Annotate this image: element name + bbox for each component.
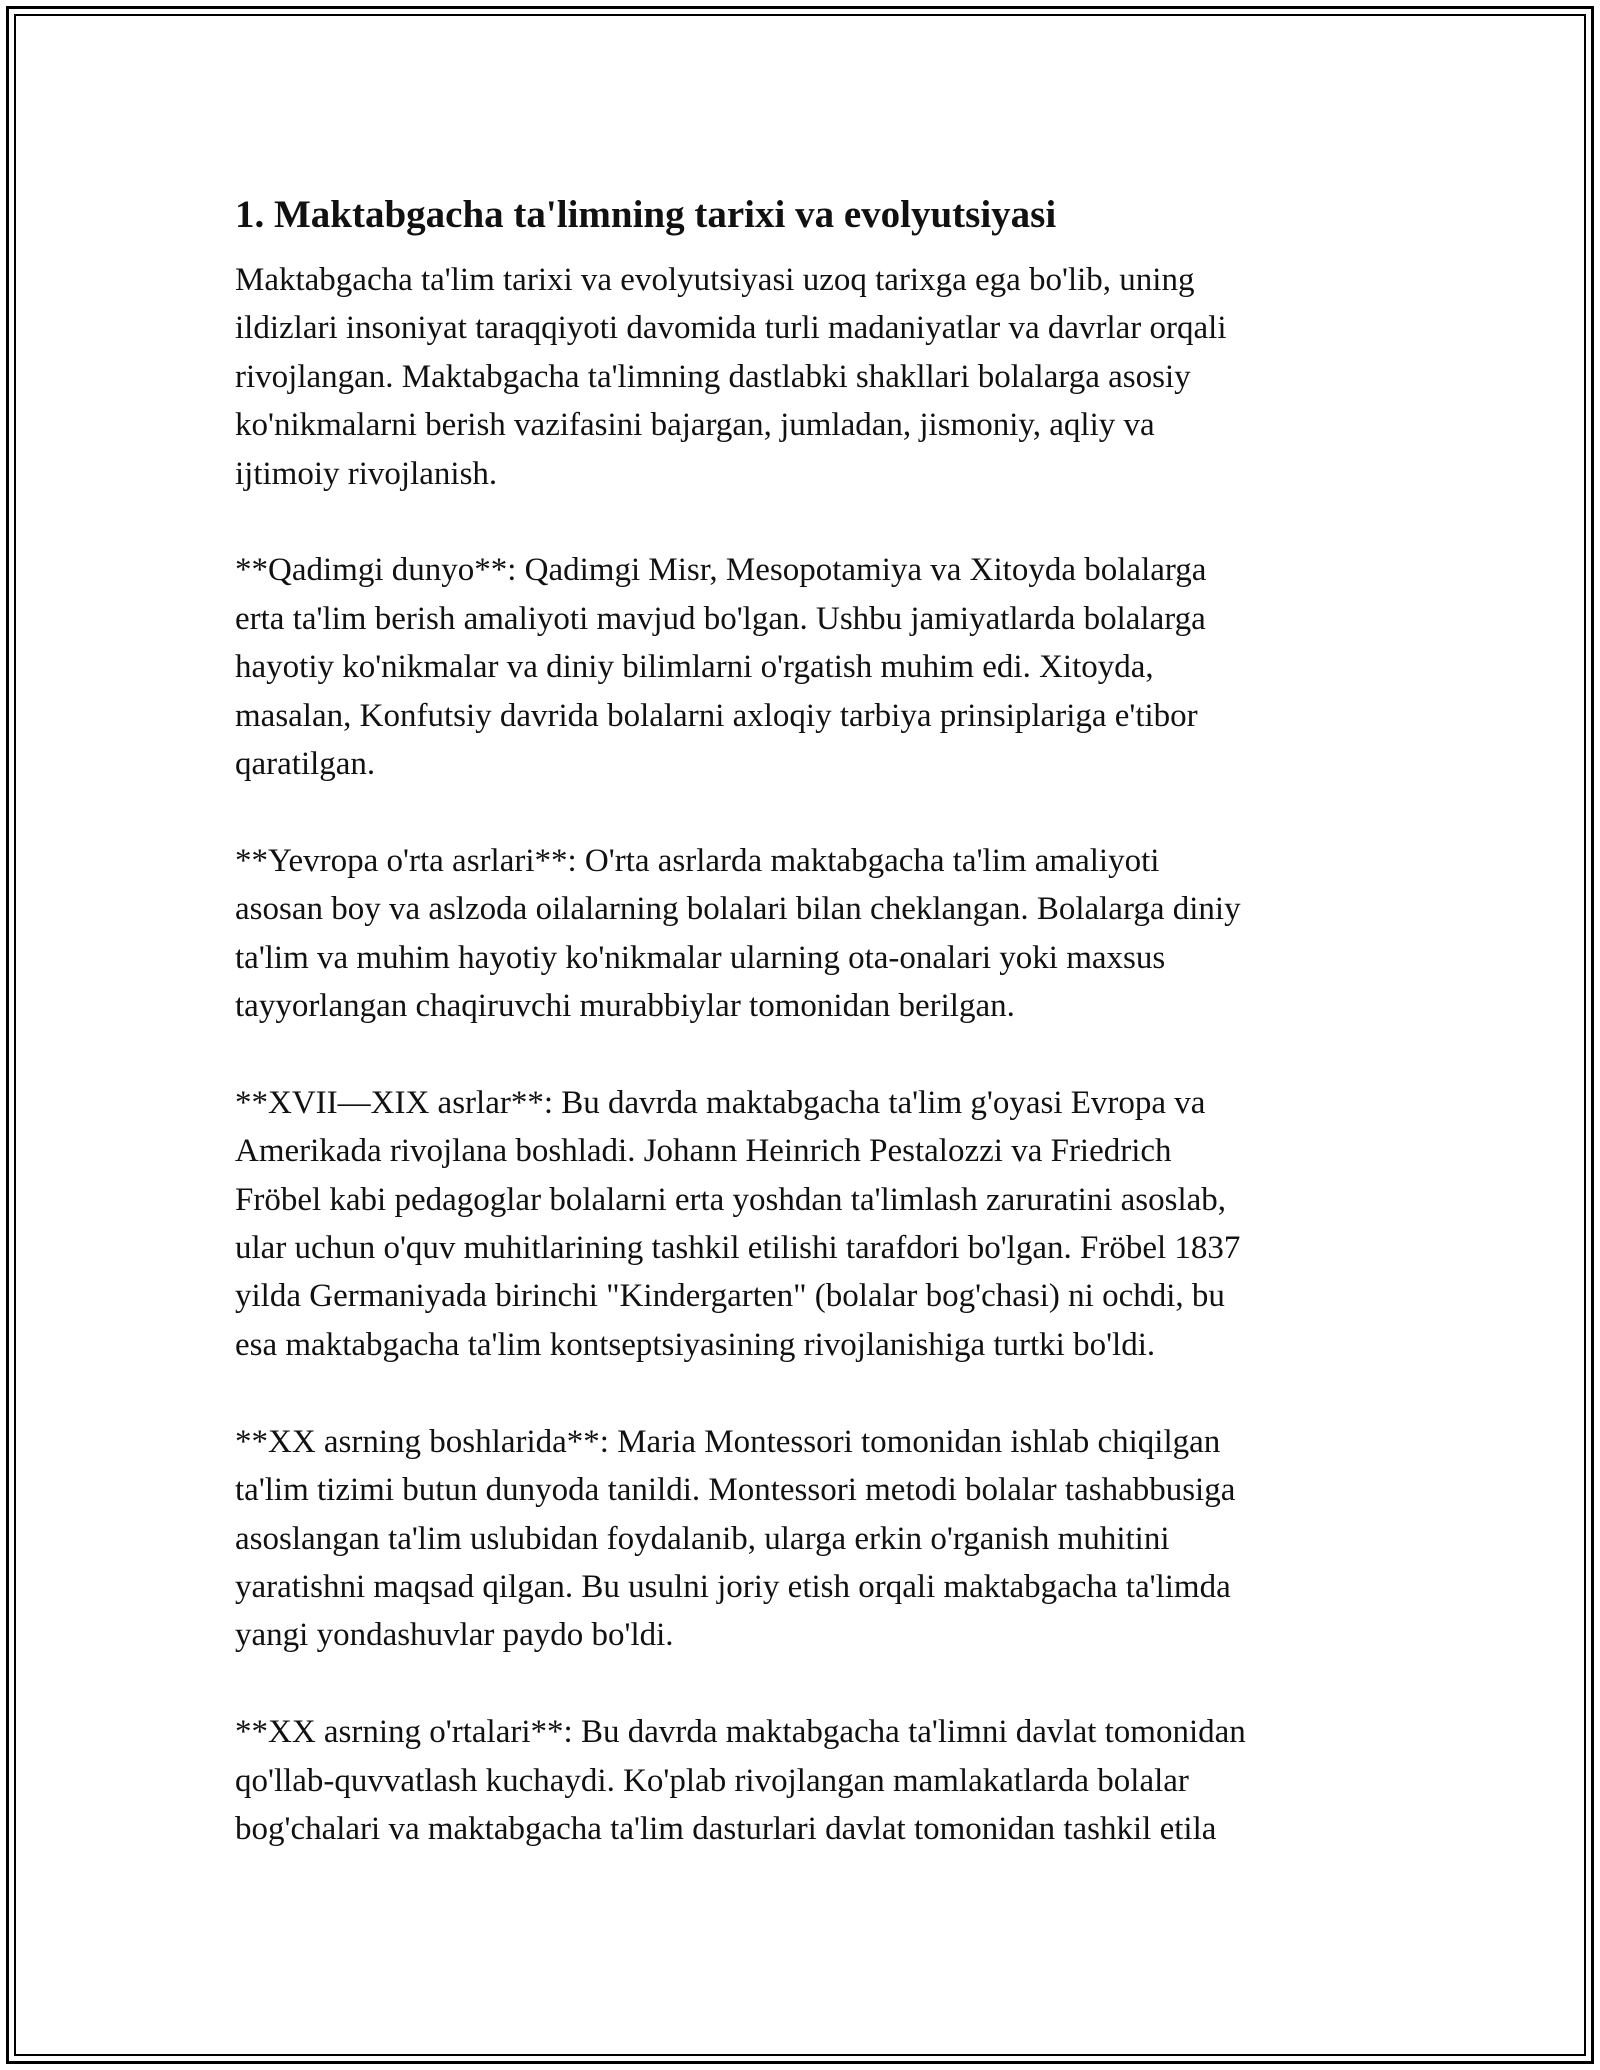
paragraph-line: tayyorlangan chaqiruvchi murabbiylar tomonidan berilgan. (235, 988, 1015, 1025)
paragraph-line: **XX asrning o'rtalari**: Bu davrda maktabgacha ta'limni davlat tomonidan (235, 1714, 1246, 1751)
paragraph-line: Fröbel kabi pedagoglar bolalarni erta yoshdan ta'limlash zaruratini asoslab, (235, 1181, 1227, 1218)
paragraph-line: yangi yondashuvlar paydo bo'ldi. (235, 1617, 674, 1654)
paragraph-line: ko'nikmalarni berish vazifasini bajargan, jumladan, jismoniy, aqliy va (235, 407, 1155, 444)
paragraph (235, 1418, 1385, 1660)
paragraph-line: masalan, Konfutsiy davrida bolalarni axloqiy tarbiya prinsiplariga e'tibor (235, 697, 1198, 734)
paragraph (235, 1708, 1385, 1853)
paragraph-line: asoslangan ta'lim uslubidan foydalanib, ularga erkin o'rganish muhitini (235, 1520, 1170, 1557)
paragraph-line: ta'lim va muhim hayotiy ko'nikmalar ularning ota-onalari yoki maxsus (235, 939, 1166, 976)
paragraph-line: Maktabgacha ta'lim tarixi va evolyutsiyasi uzoq tarixga ega bo'lib, uning (235, 262, 1195, 298)
paragraph-line: Amerikada rivojlana boshladi. Johann Heinrich Pestalozzi va Friedrich (235, 1133, 1172, 1170)
document-body (235, 187, 1385, 1902)
section-heading: 1. Maktabgacha ta'limning tarixi va evolyutsiyasi (235, 193, 1057, 236)
paragraph-line: ijtimoiy rivojlanish. (235, 455, 498, 492)
paragraph-line: ta'lim tizimi butun dunyoda tanildi. Montessori metodi bolalar tashabbusiga (235, 1472, 1236, 1509)
paragraph-line: **XX asrning boshlarida**: Maria Montessori tomonidan ishlab chiqilgan (235, 1423, 1221, 1460)
paragraph-line: **Yevropa o'rta asrlari**: O'rta asrlarda maktabgacha ta'lim amaliyoti (235, 842, 1160, 879)
paragraph-line: ular uchun o'quv muhitlarining tashkil etilishi tarafdori bo'lgan. Fröbel 1837 (235, 1230, 1241, 1267)
paragraph-line: yilda Germaniyada birinchi "Kindergarten" (bolalar bog'chasi) ni ochdi, bu (235, 1278, 1225, 1315)
paragraph (235, 256, 1385, 498)
paragraph-line: asosan boy va aslzoda oilalarning bolalari bilan cheklangan. Bolalarga diniy (235, 891, 1241, 928)
paragraph-line: qaratilgan. (235, 746, 376, 783)
paragraph-line: erta ta'lim berish amaliyoti mavjud bo'lgan. Ushbu jamiyatlarda bolalarga (235, 600, 1206, 637)
paragraph-line: **XVII—XIX asrlar**: Bu davrda maktabgacha ta'lim g'oyasi Evropa va (235, 1084, 1206, 1121)
paragraph (235, 837, 1385, 1031)
paragraph-line: qo'llab-quvvatlash kuchaydi. Ko'plab rivojlangan mamlakatlarda bolalar (235, 1762, 1189, 1799)
paragraph (235, 546, 1385, 788)
paragraph (235, 1079, 1385, 1369)
paragraph-line: **Qadimgi dunyo**: Qadimgi Misr, Mesopotamiya va Xitoyda bolalarga (235, 552, 1207, 589)
paragraph-line: yaratishni maqsad qilgan. Bu usulni joriy etish orqali maktabgacha ta'limda (235, 1568, 1231, 1605)
paragraph-list (235, 256, 1385, 1853)
paragraph-line: ildizlari insoniyat taraqqiyoti davomida turli madaniyatlar va davrlar orqali (235, 310, 1227, 347)
paragraph-line: hayotiy ko'nikmalar va diniy bilimlarni o'rgatish muhim edi. Xitoyda, (235, 649, 1154, 686)
paragraph-line: esa maktabgacha ta'lim kontseptsiyasining rivojlanishiga turtki bo'ldi. (235, 1326, 1156, 1363)
paragraph-line: rivojlangan. Maktabgacha ta'limning dastlabki shakllari bolalarga asosiy (235, 358, 1191, 395)
paragraph-line: bog'chalari va maktabgacha ta'lim dasturlari davlat tomonidan tashkil etila (235, 1810, 1217, 1847)
